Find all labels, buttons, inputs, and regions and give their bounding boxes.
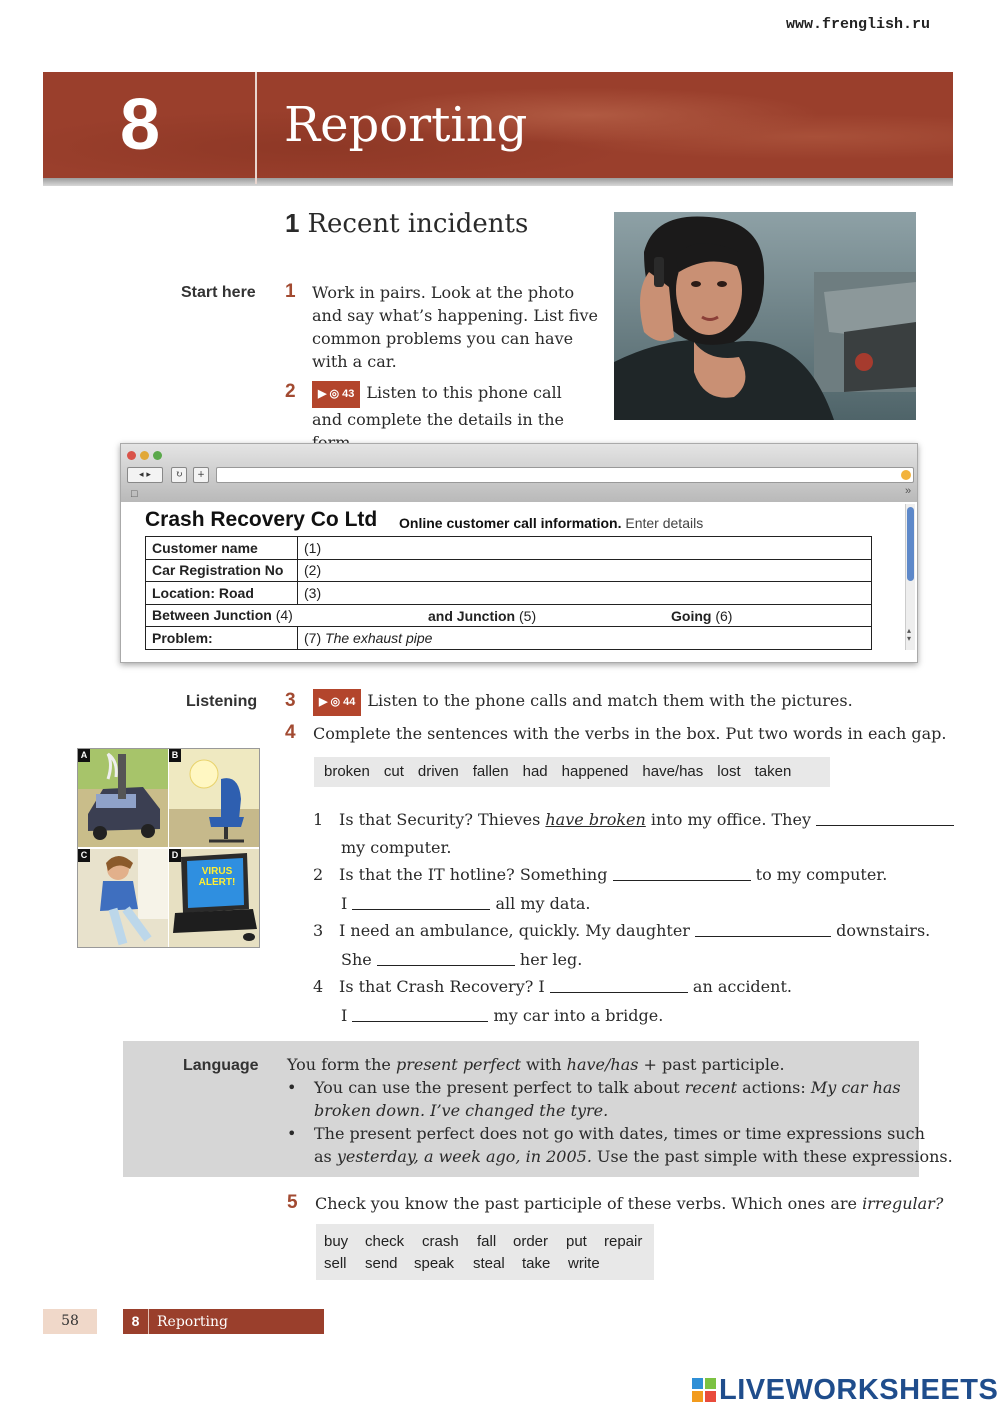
language-intro [287, 1053, 785, 1076]
language-example: broken down. I’ve changed the tyre. [314, 1101, 609, 1120]
word-box-item: had [522, 763, 548, 780]
exercise-5-term: irregular? [862, 1194, 944, 1213]
sentence-number: 4 [313, 977, 324, 996]
verb-item: sell [324, 1255, 347, 1272]
form-gap-4: (4) [275, 607, 293, 624]
sentence-text: I need an ambulance, quickly. My daughter [339, 921, 690, 940]
verb-item: steal [473, 1255, 505, 1272]
listening-label: Listening [186, 693, 258, 710]
form-label: Location: Road [146, 582, 298, 605]
language-bullet-2-cont [314, 1145, 953, 1168]
liveworksheets-logo [692, 1374, 998, 1407]
footer-unit-band [123, 1309, 324, 1334]
verb-item: speak [414, 1255, 455, 1272]
form-field-car-registration[interactable]: (2) [298, 559, 872, 582]
language-term: present perfect [395, 1055, 521, 1074]
language-term: recent [684, 1078, 738, 1097]
sentence-2-line-1 [313, 865, 887, 884]
form-gap-5: (5) [519, 607, 537, 624]
language-bullet-1: • You can use the present perfect to talk about recent actions: My car has [287, 1078, 901, 1097]
sentence-4-line-2 [341, 1006, 663, 1025]
start-here-label: Start here [181, 284, 256, 301]
audio-track-number: 44 [343, 696, 356, 708]
footer-unit-title: Reporting [157, 1314, 228, 1330]
form-row [146, 559, 872, 582]
footer-unit-number: 8 [123, 1309, 149, 1334]
form-gap-6: (6) [715, 607, 733, 624]
exercise-5-number: 5 [287, 1192, 298, 1213]
back-forward-button[interactable]: ◂ ▸ [127, 467, 163, 483]
language-text: as [314, 1147, 337, 1166]
exercise-2-number: 2 [285, 381, 296, 402]
header-divider [255, 72, 257, 184]
answer-gap[interactable] [352, 1008, 488, 1022]
language-text: The present perfect does not go with dates, times or time expressions such [314, 1124, 925, 1143]
picture-d-virus-alert-laptop[interactable] [169, 849, 259, 947]
answer-gap[interactable] [816, 812, 954, 826]
photo-woman-on-phone [614, 212, 916, 420]
sentence-text: Is that the IT hotline? Something [339, 865, 608, 884]
language-text: actions: [737, 1078, 811, 1097]
exercise-1-text [312, 281, 602, 373]
form-field-location-road[interactable]: (3) [298, 582, 872, 605]
virus-alert-sign: VIRUS ALERT! [198, 866, 236, 888]
picture-tag: D [169, 849, 181, 862]
language-text: You can use the present perfect to talk about [314, 1078, 685, 1097]
exercise-3-text [313, 689, 853, 716]
form-field-problem[interactable] [298, 627, 872, 650]
exercise-5-text: Check you know the past participle of these verbs. Which ones are [315, 1194, 857, 1213]
sentence-3-line-1 [313, 921, 930, 940]
form-label: Car Registration No [146, 559, 298, 582]
picture-tag: B [169, 749, 181, 762]
sentence-text: my car into a bridge. [493, 1006, 664, 1025]
answer-gap[interactable] [613, 867, 751, 881]
verb-item: order [513, 1233, 549, 1250]
form-label: Customer name [146, 537, 298, 560]
sentence-number: 2 [313, 865, 324, 884]
form-field-junctions[interactable] [146, 604, 872, 627]
verb-item: check [365, 1233, 405, 1250]
verb-item: repair [604, 1233, 643, 1250]
brand-text: LIVEWORKSHEETS [719, 1374, 999, 1406]
sentence-4-line-1 [313, 977, 792, 996]
answer-gap[interactable] [352, 896, 490, 910]
exercise-3-instruction: Listen to the phone calls and match them with the pictures. [367, 691, 853, 710]
word-box-item: fallen [472, 763, 509, 780]
browser-window [120, 443, 918, 663]
form-gap-7: (7) [304, 629, 322, 646]
sentence-text: She [341, 950, 372, 969]
site-url: www.frenglish.ru [786, 16, 931, 33]
form-field-customer-name[interactable]: (1) [298, 537, 872, 560]
form-label-and-junction: and Junction [428, 607, 516, 624]
exercise-3-number: 3 [285, 690, 296, 711]
exercise-4-instruction: Complete the sentences with the verbs in the box. Put two words in each gap. [313, 724, 947, 743]
picture-a-car-crash[interactable] [78, 749, 168, 847]
form-subtitle [399, 515, 703, 531]
page-number: 58 [43, 1309, 97, 1334]
unit-number: 8 [120, 85, 161, 165]
form-row [146, 537, 872, 560]
form-subtitle-light: Enter details [625, 515, 704, 531]
answer-gap[interactable] [377, 952, 515, 966]
language-term: have/has [566, 1055, 639, 1074]
form-label-going: Going [671, 607, 712, 624]
word-box-item: lost [717, 763, 741, 780]
minimize-window-button[interactable] [140, 451, 149, 460]
audio-track-44-button[interactable]: ▶ ◎ 44 [313, 689, 361, 716]
address-bar[interactable] [216, 467, 914, 483]
sentence-text: downstairs. [836, 921, 931, 940]
verb-item: buy [324, 1233, 349, 1250]
verb-item: put [566, 1233, 587, 1250]
language-example: yesterday, a week ago, in 2005. [336, 1147, 592, 1166]
form-row [146, 582, 872, 605]
picture-tag: A [78, 749, 90, 762]
audio-track-43-button[interactable]: ▶ ◎ 43 [312, 381, 360, 408]
language-bullet-1-cont [314, 1099, 608, 1122]
sentence-1-line-1 [313, 810, 954, 829]
sentence-text: I [341, 894, 348, 913]
exercise-1-line: with a car. [312, 352, 397, 371]
exercise-4-number: 4 [285, 722, 296, 743]
section-number: 1 [285, 208, 300, 238]
verb-item: fall [477, 1233, 497, 1250]
form-subtitle-bold: Online customer call information. [399, 515, 622, 531]
language-text: with [520, 1055, 567, 1074]
sentence-2-line-2 [341, 894, 591, 913]
scroll-arrows-icon[interactable]: ▴ ▾ [907, 626, 912, 643]
picture-panel [77, 748, 260, 948]
word-box-item: have/has [642, 763, 704, 780]
sentence-number: 3 [313, 921, 324, 940]
exercise-1-number: 1 [285, 281, 296, 302]
more-bookmarks-icon[interactable]: » [905, 485, 912, 497]
word-box-item: taken [754, 763, 792, 780]
sentence-number: 1 [313, 810, 324, 829]
sentence-text: Is that Security? Thieves [339, 810, 541, 829]
exercise-1-line: and say what’s happening. List five [312, 306, 598, 325]
sentence-text: her leg. [519, 950, 583, 969]
reload-icon[interactable]: ↻ [171, 467, 187, 483]
form-company-name: Crash Recovery Co Ltd [145, 508, 378, 531]
sentence-text: Is that Crash Recovery? I [339, 977, 545, 996]
section-title-text: Recent incidents [307, 209, 529, 239]
word-box-item: cut [383, 763, 404, 780]
unit-title: Reporting [284, 97, 528, 153]
sentence-1-line-2: my computer. [341, 838, 452, 857]
picture-c-girl-hurt-leg[interactable] [78, 849, 168, 947]
close-window-button[interactable] [127, 451, 136, 460]
example-answer: have broken [545, 810, 646, 829]
language-text: + past participle. [638, 1055, 785, 1074]
maximize-window-button[interactable] [153, 451, 162, 460]
verb-word-box [314, 757, 830, 787]
sentence-text: an accident. [692, 977, 792, 996]
sentence-text: all my data. [495, 894, 591, 913]
form-row-junction [146, 604, 872, 627]
exercise-1-line: Work in pairs. Look at the photo [312, 283, 575, 302]
form-row [146, 627, 872, 650]
language-text: You form the [287, 1055, 396, 1074]
language-bullet-2: • The present perfect does not go with dates, times or time expressions such [287, 1124, 925, 1143]
language-label: Language [183, 1057, 259, 1074]
verb-item: take [522, 1255, 551, 1272]
verb-item: send [365, 1255, 398, 1272]
word-box-item: happened [561, 763, 629, 780]
language-text: Use the past simple with these expressions. [591, 1147, 953, 1166]
sentence-text: I [341, 1006, 348, 1025]
form-label-between-junction: Between Junction [152, 607, 272, 624]
answer-gap[interactable] [695, 923, 831, 937]
sentence-text: to my computer. [755, 865, 888, 884]
language-example: My car has [810, 1078, 901, 1097]
bookmarks-icon[interactable]: □ [131, 488, 138, 500]
verbs-box [316, 1224, 654, 1280]
exercise-1-line: common problems you can have [312, 329, 574, 348]
word-box-item: driven [417, 763, 459, 780]
scrollbar-thumb[interactable] [907, 507, 914, 581]
sentence-3-line-2 [341, 950, 582, 969]
call-info-form [145, 536, 872, 650]
exercise-2-line: Listen to this phone call [366, 383, 562, 402]
verb-item: crash [422, 1233, 459, 1250]
section-title [285, 208, 528, 239]
rss-icon[interactable] [901, 470, 911, 480]
picture-b-empty-chair[interactable] [169, 749, 259, 847]
sentence-text: into my office. They [650, 810, 811, 829]
header-shadow [43, 178, 953, 186]
exercise-2-line: and complete the details in the [312, 410, 564, 429]
form-label: Problem: [146, 627, 298, 650]
exercise-5-instruction [315, 1192, 943, 1215]
verb-item: write [568, 1255, 600, 1272]
word-box-item: broken [324, 763, 370, 780]
liveworksheets-icon [692, 1377, 716, 1401]
form-problem-answer: The exhaust pipe [325, 629, 433, 646]
answer-gap[interactable] [550, 979, 688, 993]
add-bookmark-icon[interactable]: + [193, 467, 209, 483]
audio-track-number: 43 [342, 388, 355, 400]
picture-tag: C [78, 849, 90, 862]
